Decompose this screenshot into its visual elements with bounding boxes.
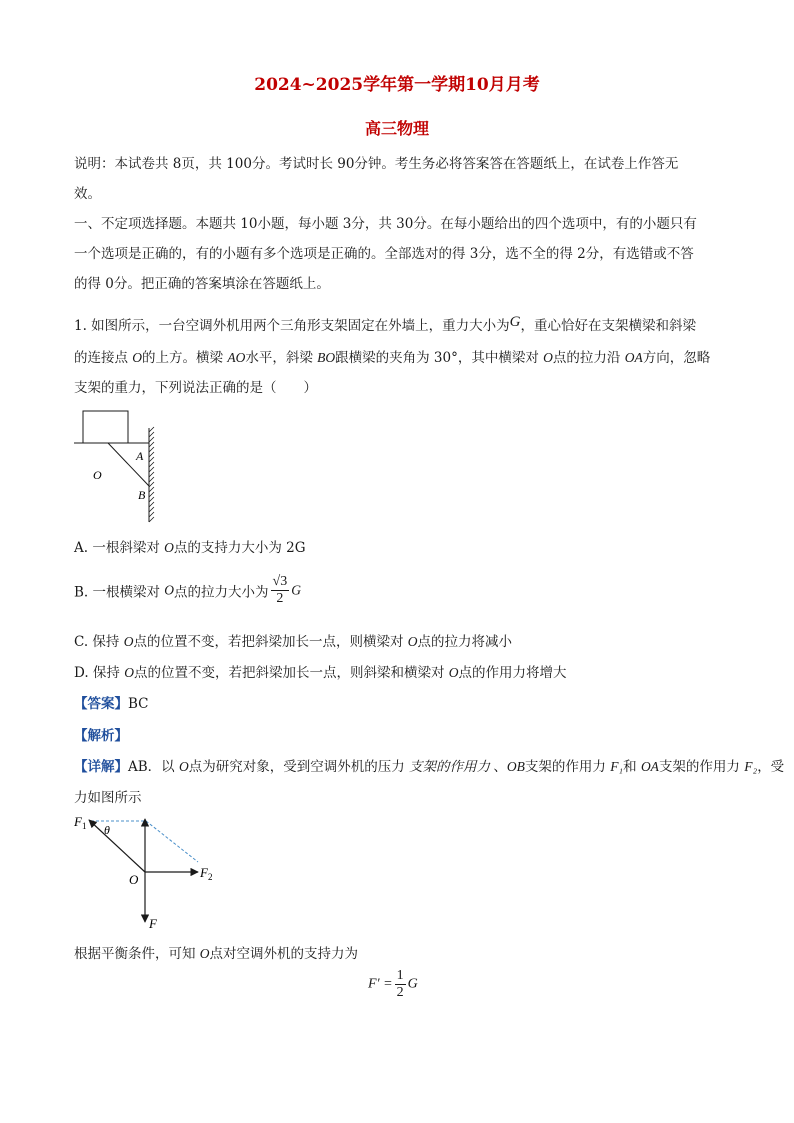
gravity-symbol: G	[291, 582, 301, 598]
option-c	[74, 630, 512, 650]
option-text: 点的作用力将增大	[458, 665, 567, 681]
detail-text: AB．以	[128, 759, 179, 775]
detail-text: ，受	[757, 759, 785, 775]
fraction-numerator: 1	[396, 968, 404, 983]
fraction-sqrt3-over-2	[271, 574, 290, 607]
point-o-symbol: O	[199, 946, 210, 961]
option-text: 点的支持力大小为 2G	[173, 540, 306, 556]
support-force-equation	[368, 968, 418, 1001]
label-b: B	[138, 488, 146, 502]
analysis-line	[74, 724, 128, 744]
option-text: C. 保持	[74, 634, 124, 650]
question1-stem-line-2	[74, 346, 710, 366]
option-text: 点的位置不变，若把斜梁加长一点，则斜梁和横梁对	[133, 665, 449, 681]
point-o-symbol: O	[448, 665, 459, 680]
equation-lhs: F′ =	[368, 976, 393, 992]
option-text: B. 一根横梁对	[74, 584, 165, 601]
section1-line-2: 一个选项是正确的，有的小题有多个选项是正确的。全部选对的得 3分，选不全的得 2分，有选错或不答	[74, 246, 694, 262]
option-a	[74, 536, 306, 556]
label-f2: $F_2$	[200, 865, 213, 882]
detail-text: 和	[623, 759, 641, 775]
label-f1: $F_1$	[74, 814, 87, 831]
stem-text: 方向，忽略	[642, 350, 711, 366]
answer-line	[74, 692, 149, 712]
point-o-symbol: O	[407, 634, 418, 649]
balance-text: 根据平衡条件，可知	[74, 946, 200, 962]
label-o: O	[129, 872, 139, 887]
segment-ob-symbol: OB	[506, 759, 525, 774]
stem-text: 的上方。横梁	[142, 350, 228, 366]
option-b	[74, 574, 301, 607]
exam-title: 2024~2025学年第一学期10月月考	[254, 75, 540, 95]
point-o-symbol: O	[164, 582, 175, 598]
option-text: 点的拉力大小为	[174, 584, 269, 601]
option-text: A. 一根斜梁对	[74, 540, 165, 556]
point-o-symbol: O	[543, 350, 553, 365]
arrow-f1	[89, 820, 145, 872]
option-text: 点的位置不变，若把斜梁加长一点，则横梁对	[133, 634, 408, 650]
stem-text: 1. 如图所示，一台空调外机用两个三角形支架固定在外墙上，重力大小为	[74, 318, 510, 334]
section1-line-1: 一、不定项选择题。本题共 10小题，每小题 3分，共 30分。在每小题给出的四个选项中，有的小题只有	[74, 216, 697, 232]
force-f-symbol: 支架的作用力	[409, 759, 494, 774]
wall-hatching	[149, 427, 154, 522]
point-o-symbol: O	[124, 665, 134, 680]
bracket-figure	[72, 406, 162, 524]
fraction-denominator: 2	[276, 591, 284, 606]
stem-text: 水平，斜梁	[245, 350, 318, 366]
point-o-symbol: O	[178, 759, 189, 774]
segment-ao-symbol: AO	[227, 350, 246, 365]
label-f: F	[149, 916, 157, 931]
analysis-tag: 【解析】	[74, 728, 128, 744]
force-f2-symbol: F₂	[744, 759, 758, 774]
label-a: A	[136, 449, 144, 463]
force-f1-symbol: F₁	[610, 759, 624, 774]
point-o-symbol: O	[164, 540, 174, 555]
gravity-symbol: G	[509, 314, 521, 330]
answer-value: BC	[128, 696, 149, 712]
detail-line-1	[74, 755, 784, 775]
balance-text: 点对空调外机的支持力为	[209, 946, 359, 962]
point-o-symbol: O	[132, 350, 143, 365]
detail-text: 支架的作用力	[658, 759, 745, 775]
fraction-numerator: √3	[272, 574, 288, 589]
balance-line	[74, 942, 358, 962]
label-o: O	[93, 468, 102, 482]
option-d	[74, 661, 567, 681]
detail-text: 点为研究对象，受到空调外机的压力	[188, 759, 410, 775]
dashed-diagonal	[146, 821, 198, 862]
label-theta: θ	[104, 823, 110, 837]
answer-tag: 【答案】	[74, 696, 128, 712]
stem-text: 跟横梁的夹角为 30°，其中横梁对	[335, 350, 544, 366]
segment-oa-symbol: OA	[624, 350, 643, 365]
question1-stem-line-1	[74, 314, 696, 335]
detail-tag: 【详解】	[74, 759, 128, 775]
stem-text: ，重心恰好在支架横梁和斜梁	[520, 318, 697, 334]
ac-unit-box	[83, 411, 128, 443]
question1-stem-line-3: 支架的重力，下列说法正确的是（ ）	[74, 380, 317, 396]
exam-subject: 高三物理	[364, 119, 429, 138]
option-text: D. 保持	[74, 665, 125, 681]
stem-text: 点的拉力沿	[552, 350, 625, 366]
instructions-line-2: 效。	[74, 186, 101, 202]
point-o-symbol: O	[123, 634, 134, 649]
option-text: 点的拉力将减小	[417, 634, 513, 650]
detail-text: 支架的作用力	[524, 759, 611, 775]
fraction-denominator: 2	[396, 985, 404, 1000]
force-diagram	[70, 810, 220, 932]
section1-line-3: 的得 0分。把正确的答案填涂在答题纸上。	[74, 276, 330, 292]
fraction-one-half	[395, 968, 406, 1001]
detail-text: 、	[493, 759, 507, 775]
instructions-line-1: 说明：本试卷共 8页，共 100分。考试时长 90分钟。考生务必将答案答在答题纸上，在试卷上作答无	[74, 156, 679, 172]
gravity-symbol: G	[407, 976, 418, 992]
stem-text: 的连接点	[74, 350, 133, 366]
segment-oa-symbol: OA	[640, 759, 659, 774]
detail-line-2: 力如图所示	[74, 790, 142, 806]
segment-bo-symbol: BO	[317, 350, 336, 365]
